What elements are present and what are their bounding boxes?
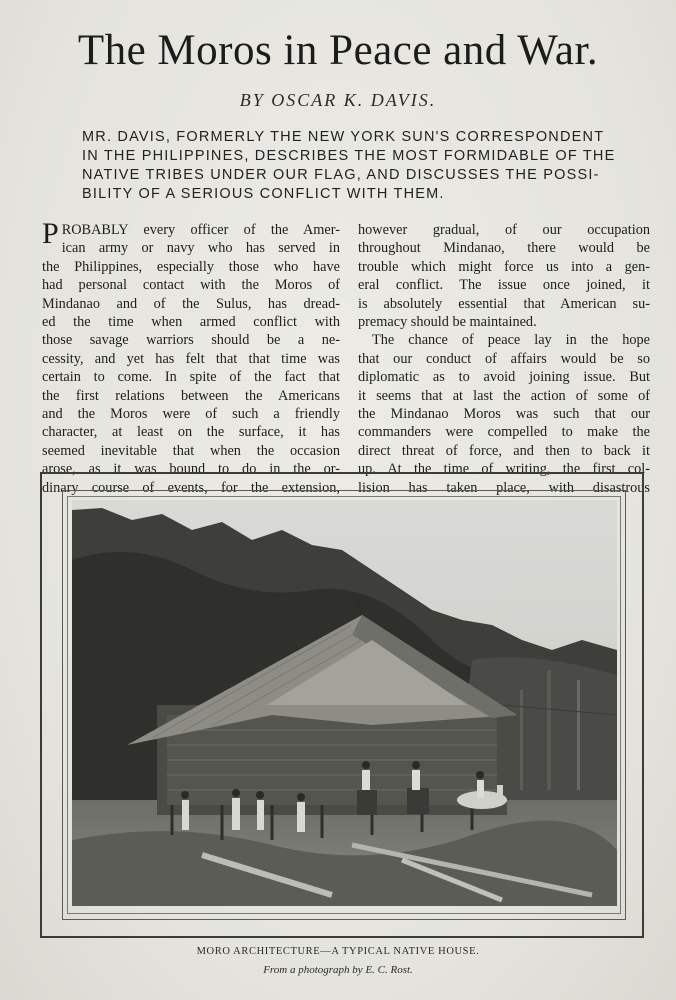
body-line: diplomatic as to avoid joining issue. But — [358, 369, 650, 386]
body-line: direct threat of force, and then to back it — [358, 442, 650, 459]
body-line: it seems that at last the action of some of — [358, 387, 650, 404]
body-line: The chance of peace lay in the hope — [372, 332, 650, 349]
body-line: dinary course of events, for the extension, — [42, 479, 340, 496]
body-line: is absolutely essential that American su- — [358, 295, 650, 312]
body-line: and the Moros were of such a friendly — [42, 406, 340, 423]
body-line: the Mindanao Moros was such that our — [358, 406, 650, 423]
body-line: Mindanao and of the Sulus, has dread- — [42, 295, 340, 312]
dek-line: MR. DAVIS, FORMERLY THE NEW YORK SUN'S CORRESPONDENT — [82, 129, 605, 145]
body-line: the Philippines, especially those who have — [42, 258, 340, 275]
body-line: certain to come. In spite of the fact that — [42, 369, 340, 386]
body-line: the first relations between the Americans — [42, 387, 340, 404]
body-line: seemed inevitable that when the occasion — [42, 442, 340, 459]
body-line: had personal contact with the Moros of — [42, 277, 340, 294]
body-line: cessity, and yet has felt that that time was — [42, 350, 340, 367]
body-line: those savage warriors should be a ne- — [42, 332, 340, 349]
body-line: up. At the time of writing, the first col- — [358, 461, 650, 478]
body-column-left — [42, 217, 340, 497]
body-line: character, at least on the surface, it has — [42, 424, 340, 441]
body-line: throughout Mindanao, there would be — [358, 240, 650, 257]
body-line: however gradual, of our occupation — [358, 222, 650, 238]
body-line: that our conduct of affairs would be so — [358, 350, 650, 367]
dek-line: BILITY OF A SERIOUS CONFLICT WITH THEM. — [82, 186, 445, 202]
body-line: trouble which might force us into a gen- — [358, 258, 650, 275]
photo-credit: From a photograph by E. C. Rost. — [263, 964, 413, 976]
body-line: commanders were compelled to make the — [358, 424, 650, 441]
body-line: ican army or navy who has served in — [61, 240, 340, 257]
body-line: ed the time when armed conflict with — [42, 314, 340, 331]
article-dek — [82, 128, 622, 204]
figure-caption: MORO ARCHITECTURE—A TYPICAL NATIVE HOUSE. — [196, 946, 480, 957]
body-line: arose, as it was bound to do in the or- — [42, 461, 340, 478]
article-title: The Moros in Peace and War. — [77, 27, 599, 74]
body-line: premacy should be maintained. — [358, 314, 537, 331]
dek-line: NATIVE TRIBES UNDER OUR FLAG, AND DISCUSSES THE POSSI- — [82, 167, 600, 183]
dek-line: IN THE PHILIPPINES, DESCRIBES THE MOST FORMIDABLE OF THE — [82, 148, 616, 164]
body-column-right — [358, 221, 650, 497]
drop-cap: P — [42, 217, 59, 250]
photo-illustration — [72, 500, 617, 906]
article-byline: BY OSCAR K. DAVIS. — [239, 90, 437, 110]
native-house-photo — [72, 500, 617, 906]
body-line: lision has taken place, with disastrous — [358, 479, 650, 496]
body-line: eral conflict. The issue once joined, it — [358, 277, 650, 294]
body-line: ROBABLY every officer of the Amer- — [61, 222, 340, 238]
